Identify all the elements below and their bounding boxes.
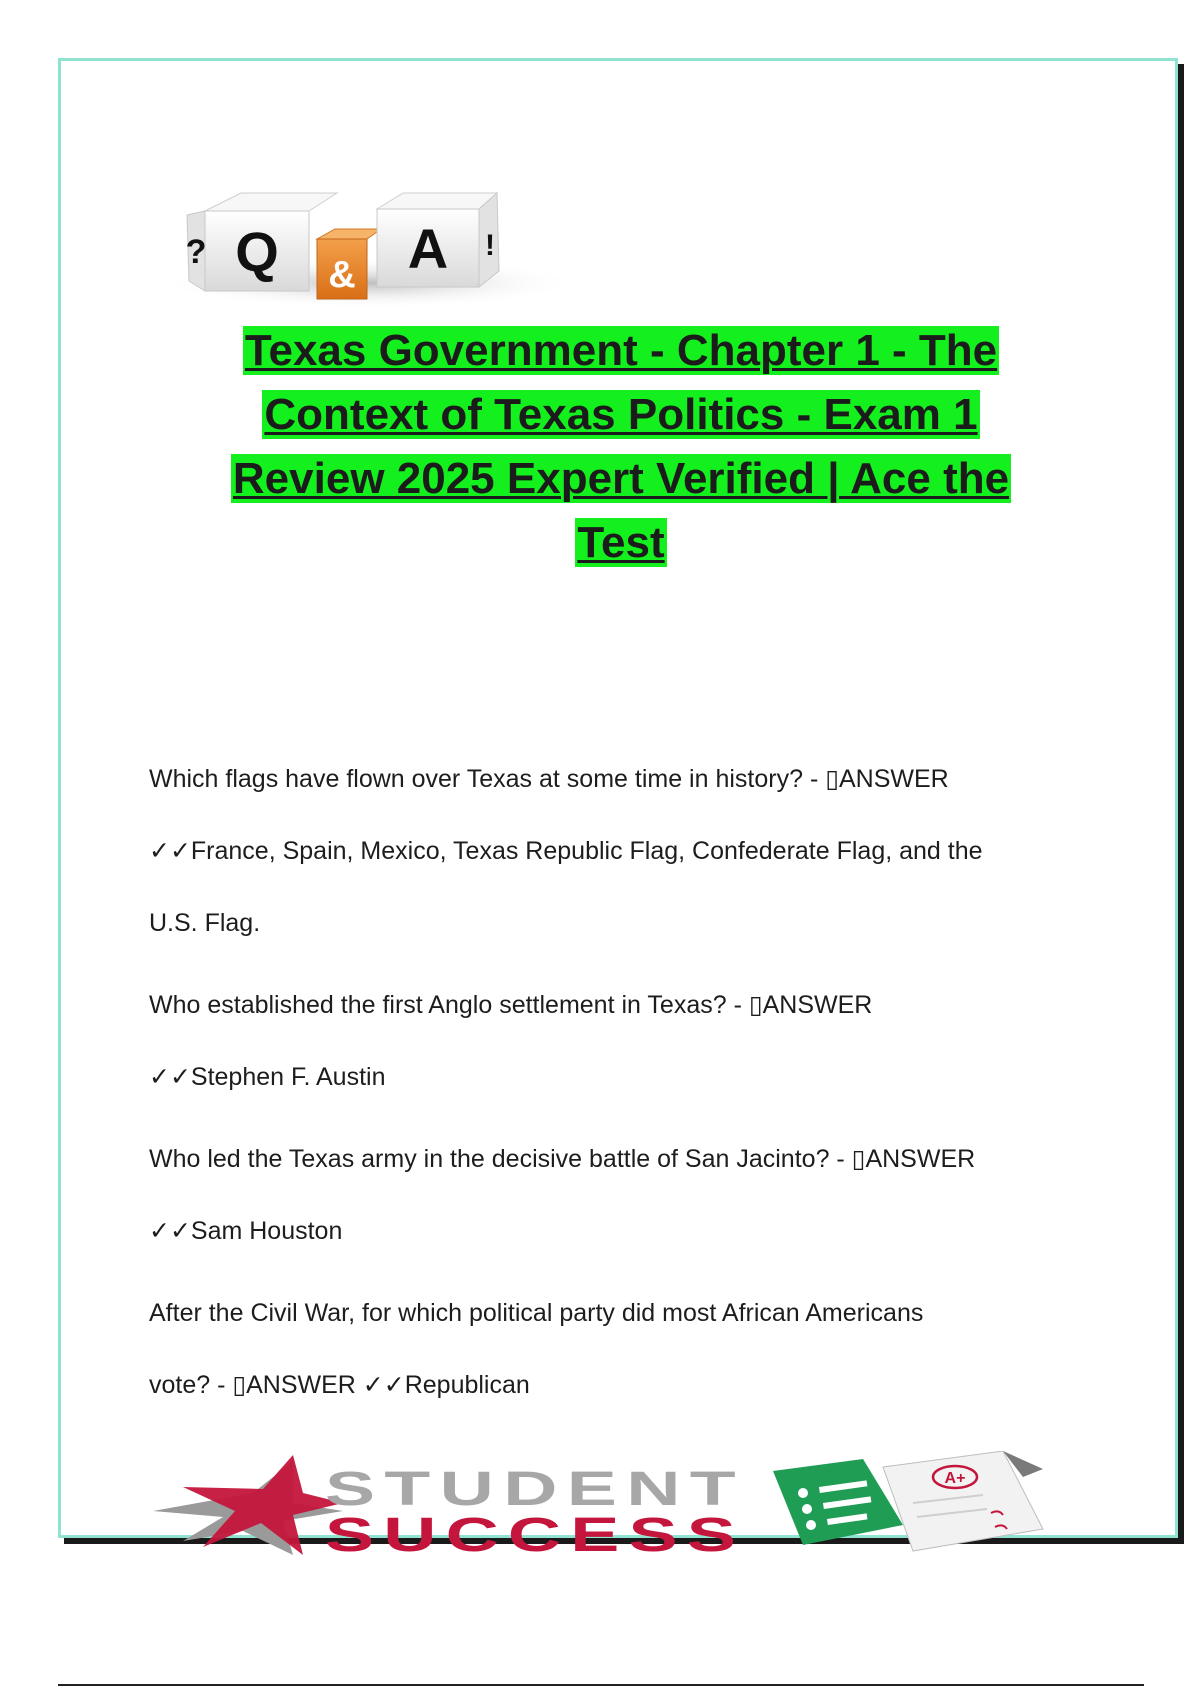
svg-text:&: & <box>328 254 356 296</box>
question-text: Who established the first Anglo settlement in Texas? - ▯ANSWER <box>149 991 873 1019</box>
title-line: Review 2025 Expert Verified | Ace the <box>232 454 1010 503</box>
svg-text:SUCCESS: SUCCESS <box>325 1509 745 1561</box>
svg-text:STUDENT: STUDENT <box>325 1463 745 1516</box>
qa-item <box>149 1277 1109 1421</box>
answer-text: ✓✓Sam Houston <box>149 1217 343 1245</box>
svg-text:?: ? <box>185 233 207 271</box>
question-text: After the Civil War, for which political party did most African Americans <box>149 1299 924 1327</box>
page-bottom-rule <box>58 1684 1144 1686</box>
svg-text:!: ! <box>485 229 495 262</box>
answer-text: ✓✓France, Spain, Mexico, Texas Republic Flag, Confederate Flag, and the <box>149 837 983 865</box>
question-text: Who led the Texas army in the decisive battle of San Jacinto? - ▯ANSWER <box>149 1145 976 1173</box>
answer-text: vote? - ▯ANSWER ✓✓Republican <box>149 1371 530 1399</box>
qa-item <box>149 743 1109 959</box>
green-checklist-icon <box>773 1459 903 1545</box>
die-a-icon <box>377 193 499 287</box>
svg-text:Q: Q <box>235 220 279 283</box>
student-success-logo <box>143 1451 1143 1561</box>
svg-text:A+: A+ <box>944 1470 966 1487</box>
question-text: Which flags have flown over Texas at some time in history? - ▯ANSWER <box>149 765 949 793</box>
svg-text:A: A <box>407 217 449 280</box>
qa-item <box>149 969 1109 1113</box>
title-line: Test <box>577 518 665 567</box>
page-frame <box>58 58 1178 1561</box>
title-line: Context of Texas Politics - Exam 1 <box>264 390 978 439</box>
document-title <box>151 319 1091 575</box>
qa-dice-logo <box>149 131 589 321</box>
title-line: Texas Government - Chapter 1 - The <box>244 326 998 375</box>
answer-text-continued: U.S. Flag. <box>149 909 261 937</box>
graded-paper-icon <box>883 1451 1043 1551</box>
qa-list <box>149 743 1109 1431</box>
answer-text: ✓✓Stephen F. Austin <box>149 1063 386 1091</box>
qa-item <box>149 1123 1109 1267</box>
